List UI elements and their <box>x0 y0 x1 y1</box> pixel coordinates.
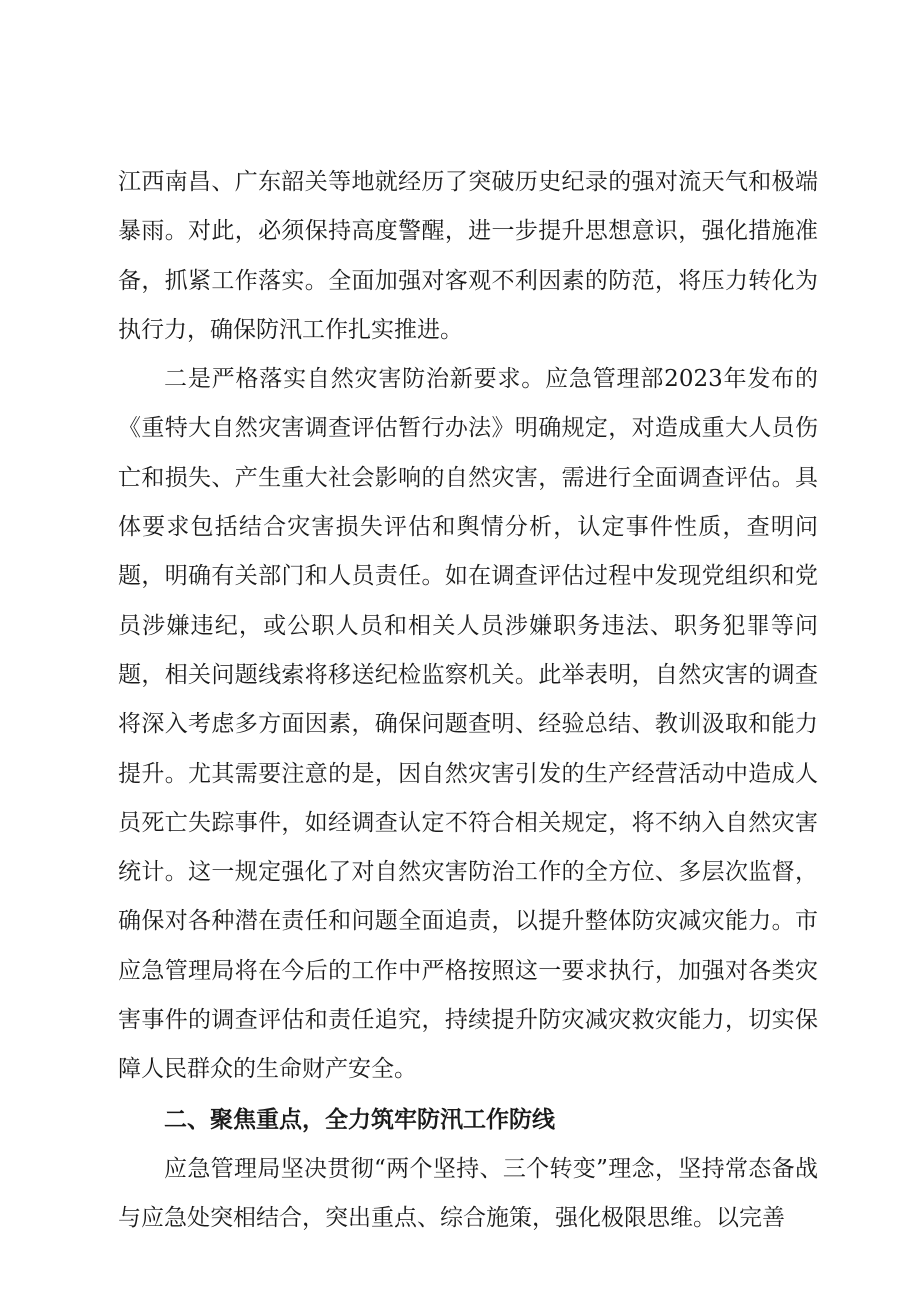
paragraph-disaster-prevention-requirements: 二是严格落实自然灾害防治新要求。应急管理部2023年发布的《重特大自然灾害调查评估暂行办法》明确规定，对造成重大人员伤亡和损失、产生重大社会影响的自然灾害，需进行全面调查评估。具体要求包括结合灾害损失评估和舆情分析，认定事件性质，查明问题，明确有关部门和人员责任。如在调查评估过程中发现党组织和党员涉嫌违纪，或公职人员和相关人员涉嫌职务违法、职务犯罪等问题，相关问题线索将移送纪检监察机关。此举表明，自然灾害的调查将深入考虑多方面因素，确保问题查明、经验总结、教训汲取和能力提升。尤其需要注意的是，因自然灾害引发的生产经营活动中造成人员死亡失踪事件，如经调查认定不符合相关规定，将不纳入自然灾害统计。这一规定强化了对自然灾害防治工作的全方位、多层次监督，确保对各种潜在责任和问题全面追责，以提升整体防灾减灾能力。市应急管理局将在今后的工作中严格按照这一要求执行，加强对各类灾害事件的调查评估和责任追究，持续提升防灾减灾救灾能力，切实保障人民群众的生命财产安全。 <box>118 366 818 1083</box>
paragraph-section-intro: 应急管理局坚决贯彻“两个坚持、三个转变”理念，坚持常态备战与应急处突相结合，突出重点、综合施策，强化极限思维。以完善 <box>118 1155 818 1231</box>
paragraph-continued: 江西南昌、广东韶关等地就经历了突破历史纪录的强对流天气和极端暴雨。对此，必须保持高度警醒，进一步提升思想意识，强化措施准备，抓紧工作落实。全面加强对客观不利因素的防范，将压力转化为执行力，确保防汛工作扎实推进。 <box>118 169 818 343</box>
section-heading: 二、聚焦重点，全力筑牢防汛工作防线 <box>164 1106 555 1133</box>
document-page <box>118 158 818 1243</box>
